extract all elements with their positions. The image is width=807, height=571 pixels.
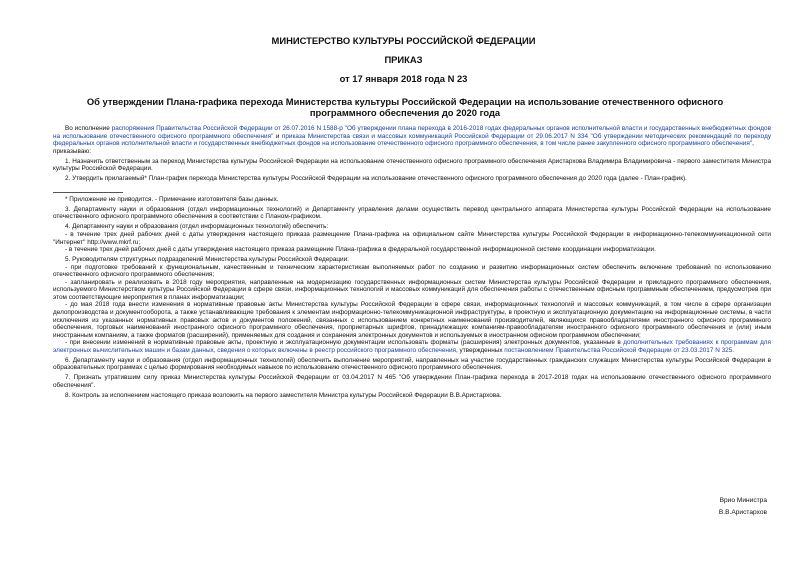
p5d-lead: - при внесении изменений в нормативные правовые акты, проектную и эксплуатационную документации использовать форматы (расширения) электронных документов, указанные в: [65, 339, 624, 347]
prikazyvayu: приказываю:: [53, 147, 91, 155]
paragraph-8: 8. Контроль за исполнением настоящего приказа возложить на первого заместителя Министра культуры Российской Федерации В.В.Аристархова.: [65, 391, 502, 399]
intro-lead: Во исполнение: [65, 125, 112, 132]
resolution-link-325[interactable]: постановлением Правительства Российской Федерации от 23.03.2017 N 325: [504, 346, 733, 354]
footnote: * Приложение не приводится. - Примечание изготовителя базы данных.: [65, 195, 279, 203]
paragraph-1: 1. Назначить ответственным за переход Министерства культуры Российской Федерации на использование отечественного офисного программного обеспечения Аристархова Владимира Владимировича - первого заместителя Министра культуры Российской Федерации.: [53, 157, 771, 173]
paragraph-5a: - при подготовке требований к функциональным, качественным и техническим характеристикам выполняемых работ по созданию и развитию информационных систем обеспечить включение требований по использованию отечественного офисного программного обеспечения;: [53, 263, 771, 279]
paragraph-6: 6. Департаменту науки и образования (отдел информационных технологий) обеспечить выполнение мероприятий, направленных на участие государственных гражданских служащих Министерства культуры Российской Федерации в образовательных программах с целью формирования необходимых навыков по использованию отечественного офисного программного обеспечения.: [53, 356, 771, 372]
intro-mid: и: [273, 132, 282, 140]
intro-paragraph: [53, 125, 771, 148]
paragraph-3: 3. Департаменту науки и образования (отдел информационных технологий) и Департаменту управления делами осуществить перевод центрального аппарата Министерства культуры Российской Федерации на использование отечественного офисного программного обеспечения в соответствии с Планом-графиком.: [53, 205, 771, 221]
document-body: [53, 125, 771, 400]
paragraph-7: 7. Признать утратившим силу приказ Министерства культуры Российской Федерации от 03.04.2017 N 465 "Об утверждении План-графика перехода в 2017-2018 годах на использование отечественного офисного программного обеспечения".: [53, 374, 771, 389]
document-type: ПРИКАЗ: [384, 54, 423, 65]
order-link-334[interactable]: приказа Министерства связи и массовых коммуникаций Российской Федерации от 29.06.2017 N 334 "Об утверждении методических рекомендаций по переходу федеральных органов исполнительной власти и государственных внебюджетных фондов на использование отечественного офисного программного обеспечения, в том числе ранее закупленного офисного программного обеспечения": [53, 132, 772, 148]
document-title: Об утверждении Плана-графика перехода Министерства культуры Российской Федерации на использование отечественного офисного программного обеспечения до 2020 года: [86, 96, 724, 118]
paragraph-2: 2. Утвердить прилагаемый* План-график перехода Министерства культуры Российской Федерации на использование отечественного офисного программного обеспечения до 2020 года (далее - План-график).: [65, 175, 687, 183]
paragraph-4a: - в течение трех дней рабочих дней с даты утверждения настоящего приказа размещение Плана-графика на официальном сайте Министерства культуры Российской Федерации в информационно-телекоммуникационной сети "Интернет" http://www.mkrf.ru;: [53, 231, 771, 246]
p5d-mid: , утвержденных: [456, 346, 505, 354]
signature-position: Врио Министра: [719, 497, 767, 504]
footnote-divider: [53, 192, 123, 193]
signature-name: В.В.Аристархов: [718, 509, 767, 516]
paragraph-5c: - до мая 2018 года внести изменения в нормативные правовые акты Министерства культуры Российской Федерации в сфере связи, информационных технологий и массовых коммуникаций, в том числе в сфере организации делопроизводства и документооборота, а также устанавливающие требования к элементам информационно-телекоммуникационной инфраструктуры, в проектную и эксплуатационную документацию на информационные системы, в части исключения из указанных нормативных правовых актов и документов положений, связанных с использованием конкретных наименований производителей, являющихся правообладателями иностранного офисного программного обеспечения, торговых наименований иностранного офисного программного обеспечения, проприетарных шрифтов, принадлежащих компаниям-правообладателям иностранного офисного программного обеспечения и (или) иным иностранным компаниям, а также форматов (расширений), применяемых для создания и сохранения электронных документов и используемых в иностранном офисном программном обеспечении;: [53, 301, 771, 339]
paragraph-5b: - запланировать и реализовать в 2018 году мероприятия, направленные на модернизацию государственных информационных систем Министерства культуры Российской Федерации и прикладного программного обеспечения, используемого Министерством культуры Российской Федерации в сфере связи, информационных технологий и массовых коммуникаций для обеспечения работы с отечественным офисным программным обеспечением, предусмотрев при этом соответствующие мероприятия в планах информатизации;: [53, 278, 771, 301]
requirements-link[interactable]: дополнительных требованиях к программам для электронных вычислительных машин и базам данных, сведения о которых включены в реестр российского программного обеспечения: [53, 339, 771, 354]
decree-link-1588[interactable]: распоряжения Правительства Российской Федерации от 26.07.2016 N 1588-р "Об утверждении плана перехода в 2016-2018 годах федеральных органов исполнительной власти и государственных внебюджетных фондов на использование отечественного офисного программного обеспечения": [53, 125, 771, 140]
paragraph-5d: [53, 339, 771, 354]
p5d-tail: .: [732, 346, 735, 354]
intro-tail: ,: [752, 140, 754, 148]
ministry-heading: МИНИСТЕРСТВО КУЛЬТУРЫ РОССИЙСКОЙ ФЕДЕРАЦИИ: [271, 35, 536, 46]
document-date-number: от 17 января 2018 года N 23: [339, 73, 468, 84]
paragraph-5: 5. Руководителям структурных подразделений Министерства культуры Российской Федерации:: [65, 256, 349, 264]
paragraph-4b: - в течение трех дней рабочих дней с даты утверждения настоящего приказа размещение Плана-графика в федеральной государственной информационной системе координации информатизации.: [65, 246, 656, 254]
paragraph-4: 4. Департаменту науки и образования (отдел информационных технологий) обеспечить:: [65, 223, 329, 231]
